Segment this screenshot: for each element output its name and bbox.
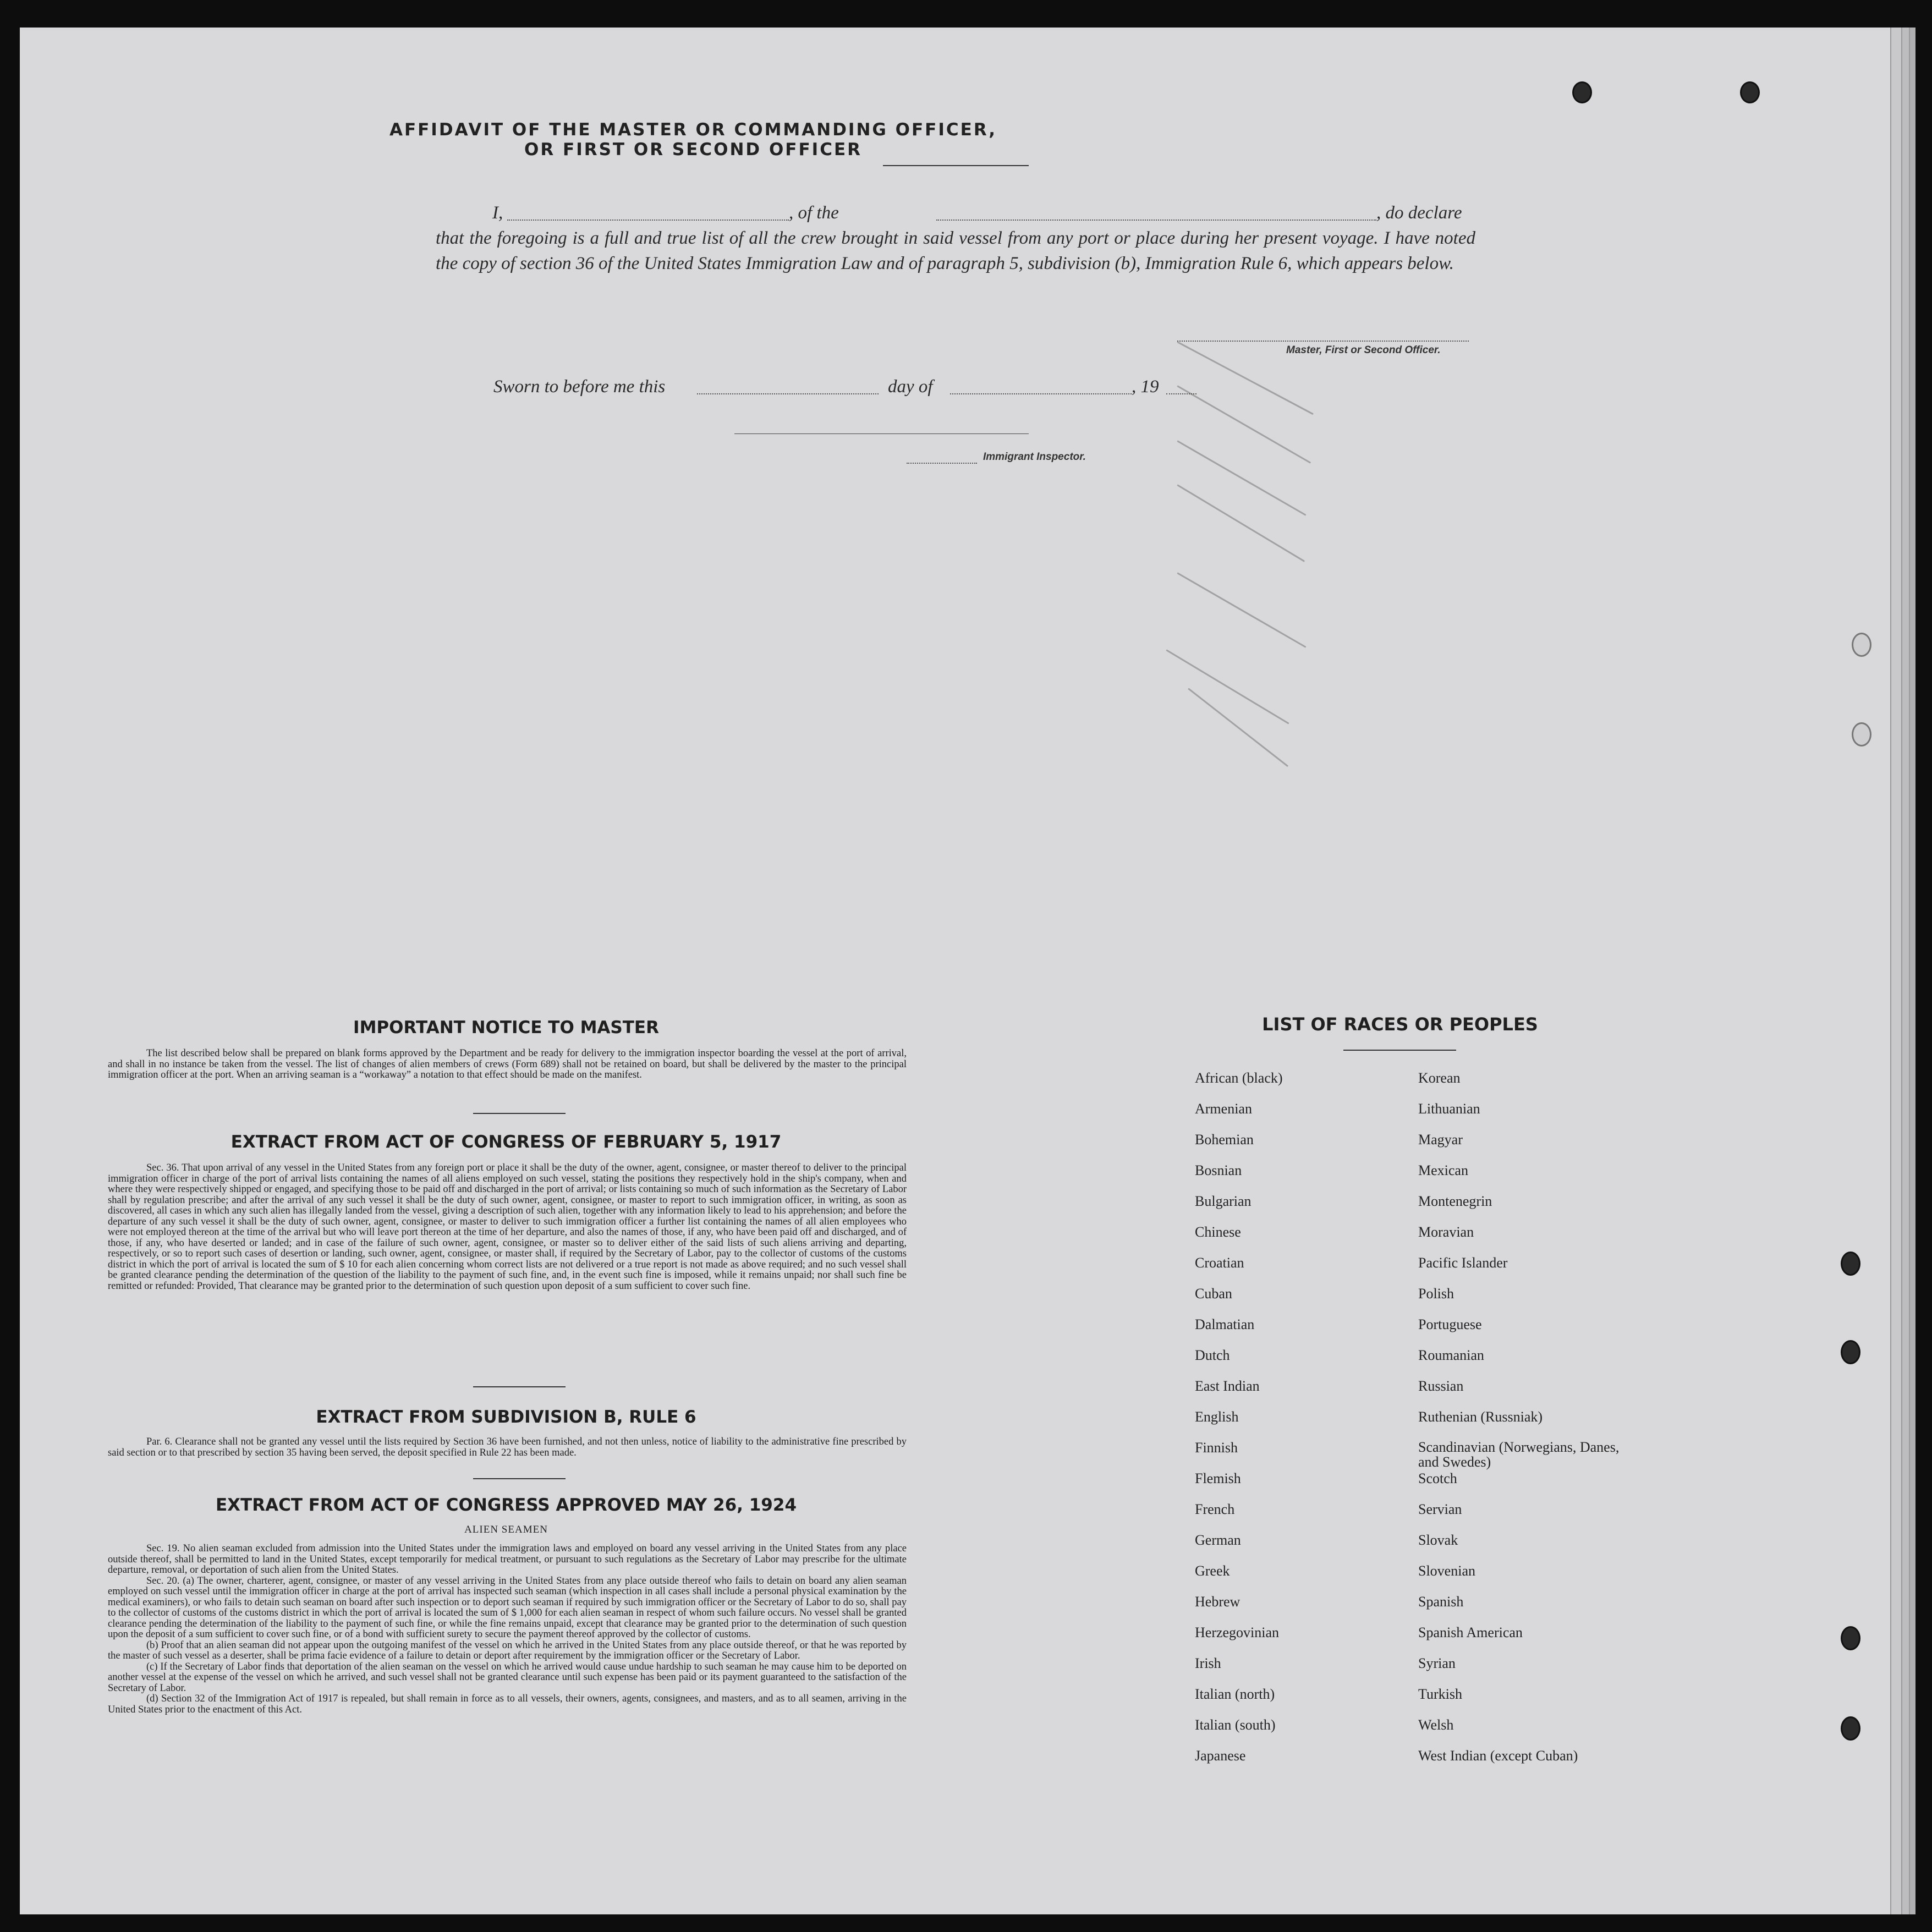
- binder-hole: [1572, 81, 1592, 103]
- race-item: Mexican: [1418, 1162, 1468, 1178]
- sec20d-text: (d) Section 32 of the Immigration Act of 1917 is repealed, but shall remain in force as to all vessels, their owners, agents, consignees, and masters, and as to all seamen, arriving in the United States prior to the enactment of this Act.: [108, 1693, 907, 1715]
- race-item: East Indian: [1195, 1378, 1260, 1394]
- year-prefix: , 19: [1132, 377, 1159, 397]
- race-item: Italian (south): [1195, 1717, 1276, 1733]
- race-item: Croatian: [1195, 1255, 1244, 1271]
- race-item: Bosnian: [1195, 1162, 1242, 1178]
- binder-hole: [1841, 1626, 1860, 1650]
- section-divider: [473, 1113, 566, 1114]
- master-caption: Master, First or Second Officer.: [1286, 344, 1441, 356]
- section-divider: [473, 1478, 566, 1479]
- inspector-signature-line[interactable]: [734, 433, 1029, 434]
- race-item: Magyar: [1418, 1132, 1463, 1148]
- race-item: Servian: [1418, 1501, 1462, 1517]
- extract-1924-body: [0, 1543, 907, 1715]
- race-item: Scotch: [1418, 1470, 1457, 1486]
- race-item: Korean: [1418, 1070, 1461, 1086]
- race-item: Flemish: [1195, 1470, 1241, 1486]
- sworn-text: Sworn to before me this: [493, 377, 666, 397]
- binder-hole: [1740, 81, 1760, 103]
- race-item: Montenegrin: [1418, 1193, 1492, 1209]
- race-item: Finnish: [1195, 1440, 1238, 1456]
- race-item: Ruthenian (Russniak): [1418, 1409, 1543, 1425]
- race-item: Moravian: [1418, 1224, 1474, 1240]
- race-item: Greek: [1195, 1563, 1230, 1579]
- notice-title: IMPORTANT NOTICE TO MASTER: [353, 1018, 659, 1038]
- race-item: Slovak: [1418, 1532, 1458, 1548]
- race-item: Italian (north): [1195, 1686, 1275, 1702]
- inspector-dotted-line: [907, 462, 977, 464]
- binder-hole: [1852, 722, 1871, 747]
- binder-hole: [1841, 1252, 1860, 1276]
- race-item: Dutch: [1195, 1347, 1230, 1363]
- day-of-text: day of: [888, 377, 933, 397]
- race-item: West Indian (except Cuban): [1418, 1748, 1578, 1764]
- race-item: Bulgarian: [1195, 1193, 1252, 1209]
- month-blank[interactable]: [950, 393, 1132, 394]
- race-item: Pacific Islander: [1418, 1255, 1508, 1271]
- race-item: English: [1195, 1409, 1239, 1425]
- race-item: Roumanian: [1418, 1347, 1484, 1363]
- extract-1917-title: EXTRACT FROM ACT OF CONGRESS OF FEBRUARY 5, 1917: [230, 1132, 782, 1152]
- race-item: Chinese: [1195, 1224, 1241, 1240]
- extract-1924-subtitle: ALIEN SEAMEN: [464, 1524, 548, 1535]
- vessel-blank[interactable]: [936, 219, 1376, 221]
- page-edge: [1890, 28, 1902, 1914]
- title-divider: [883, 165, 1029, 166]
- race-item: Herzegovinian: [1195, 1624, 1280, 1640]
- inspector-caption: Immigrant Inspector.: [983, 451, 1086, 463]
- rule6-text: Par. 6. Clearance shall not be granted any vessel until the lists required by Section 36 have been furnished, and not then unless, notice of liability to the administrative fine prescribed by said section or to that prescribed by section 35 having been served, the deposit specified in Rule 22 has been made.: [108, 1436, 907, 1458]
- race-item: Cuban: [1195, 1286, 1232, 1302]
- binder-hole: [1852, 633, 1871, 657]
- race-item: Japanese: [1195, 1748, 1246, 1764]
- affidavit-title: AFFIDAVIT OF THE MASTER OR COMMANDING OFFICER, OR FIRST OR SECOND OFFICER: [389, 120, 997, 160]
- race-item: Hebrew: [1195, 1594, 1241, 1610]
- extract-1917-text: Sec. 36. That upon arrival of any vessel in the United States from any foreign port or place it shall be the duty of the owner, agent, consignee, or master thereof to deliver to the principal immigration officer in charge of the port of arrival lists containing the names of all aliens employed on such vessel, stating the positions they respectively hold in the ship's company, when and where they were respectively shipped or engaged, and specifying those to be paid off and discharged in the port of arrival; or lists containing so much of such information as the Secretary of Labor shall by regulation prescribe; and after the arrival of any such vessel it shall be the duty of such owner, agent, consignee, or master to report to such immigration officer, in writing, as soon as discovered, all cases in which any such alien has illegally landed from the vessel, giving a description of such alien, together with any information likely to lead to his apprehension; and before the departure of any such vessel it shall be the duty of such owner, agent, consignee, or master to deliver to such immigration officer a further list containing the names of all alien employees who were not employed thereon at the time of the arrival but who will leave port thereon at the time of her departure, and also the names of those, if any, who have been paid off and discharged, and of those, if any, who have deserted or landed; and in case of the failure of such owner, agent, consignee, or master so to deliver either of the said lists of such aliens arriving and departing, respectively, or so to report such cases of desertion or landing, such owner, agent, consignee, or master shall, if required by the Secretary of Labor, pay to the collector of customs of the customs district in which the port of arrival is located the sum of $ 10 for each alien concerning whom correct lists are not delivered or a true report is not made as above required; and no such vessel shall be granted clearance pending the determination of the question of the liability to the payment of such fine, and, in the event such fine is imposed, while it remains unpaid; nor shall such fine be remitted or refunded: Provided, That clearance may be granted prior to the determination of such question upon deposit of a sum sufficient to cover such fine.: [108, 1162, 907, 1292]
- declaration-do-declare: , do declare: [1376, 203, 1462, 223]
- race-item: Slovenian: [1418, 1563, 1475, 1579]
- races-column-1: [1195, 1070, 1283, 1779]
- page-edge: [1909, 28, 1915, 1914]
- race-item: Welsh: [1418, 1717, 1454, 1733]
- notice-text: The list described below shall be prepared on blank forms approved by the Department and be ready for delivery to the immigration inspector boarding the vessel at the port of arrival, and shall in no instance be taken from the vessel. The list of changes of alien members of crews (Form 689) shall not be retained on board, but shall be delivered by the master to the principal immigration officer at the port. When an arriving seaman is a “workaway” a notation to that effect should be made on the manifest.: [108, 1048, 907, 1080]
- race-item: Spanish: [1418, 1594, 1464, 1610]
- declaration-body: that the foregoing is a full and true list of all the crew brought in said vessel from any port or place during her present voyage. I have noted the copy of section 36 of the United States Immigration Law and of paragraph 5, subdivision (b), Immigration Rule 6, which appears below.: [436, 228, 1475, 273]
- race-item: Turkish: [1418, 1686, 1462, 1702]
- races-title: LIST OF RACES OR PEOPLES: [1262, 1014, 1538, 1035]
- race-item: Spanish American: [1418, 1624, 1523, 1640]
- master-signature-line[interactable]: [1177, 340, 1469, 342]
- year-blank[interactable]: [1166, 393, 1196, 394]
- sec20b-text: (b) Proof that an alien seaman did not appear upon the outgoing manifest of the vessel on which he arrived in the United States from any place outside thereof, or that he was reported by the master of such vessel as a deserter, shall be prima facie evidence of a failure to detain or deport after requirement by the immigration officer or the Secretary of Labor.: [108, 1639, 907, 1661]
- races-divider: [1343, 1050, 1456, 1051]
- race-item: African (black): [1195, 1070, 1283, 1086]
- rule6-title: EXTRACT FROM SUBDIVISION B, RULE 6: [316, 1407, 696, 1427]
- race-item: Bohemian: [1195, 1132, 1254, 1148]
- declaration-i: I,: [492, 203, 503, 223]
- race-item: Polish: [1418, 1286, 1455, 1302]
- race-item: Portuguese: [1418, 1316, 1482, 1332]
- race-item: Armenian: [1195, 1101, 1252, 1117]
- sec20a-text: Sec. 20. (a) The owner, charterer, agent, consignee, or master of any vessel arriving in the United States from any place outside thereof who fails to detain on board any alien seaman employed on such vessel until the immigration officer in charge at the port of arrival has inspected such seaman (which inspection in all cases shall include a personal physical examination by the medical examiners), or who fails to detain such seaman on board after such inspection or to deport such seaman if required by such immigration officer or the Secretary of Labor to do so, shall pay to the collector of customs of the customs district in which the port of arrival is located the sum of $ 1,000 for each alien seaman in respect of whom such failure occurs. No vessel shall be granted clearance pending the determination of the liability to the payment of such fine, or while the fine remains unpaid, except that clearance may be granted prior to the determination of such question upon the deposit of a sum sufficient to cover such fine, or of a bond with sufficient surety to secure the payment thereof approved by the collector of customs.: [108, 1575, 907, 1640]
- sec19-text: Sec. 19. No alien seaman excluded from admission into the United States under the immigration laws and employed on board any vessel arriving in the United States from any place outside thereof, shall be permitted to land in the United States, except temporarily for medical treatment, or pursuant to such regulations as the Secretary of Labor may prescribe for the ultimate departure, removal, or deportation of such alien from the United States.: [108, 1543, 907, 1576]
- race-item: Irish: [1195, 1655, 1221, 1671]
- race-item: German: [1195, 1532, 1241, 1548]
- declaration-of-the: , of the: [789, 203, 839, 223]
- race-item: French: [1195, 1501, 1235, 1517]
- race-item: Syrian: [1418, 1655, 1456, 1671]
- extract-1924-title: EXTRACT FROM ACT OF CONGRESS APPROVED MAY 26, 1924: [215, 1495, 797, 1515]
- day-blank[interactable]: [697, 393, 879, 394]
- binder-hole: [1841, 1716, 1860, 1741]
- race-item: Dalmatian: [1195, 1316, 1255, 1332]
- sec20c-text: (c) If the Secretary of Labor finds that deportation of the alien seaman on the vessel on which he arrived would cause undue hardship to such seaman he may cause him to be deported on another vessel at the expense of the vessel on which he arrived, and such vessel shall not be granted clearance until such expense has been paid or its payment guaranteed to the satisfaction of the Secretary of Labor.: [108, 1661, 907, 1694]
- race-item: Russian: [1418, 1378, 1464, 1394]
- races-column-2: [1418, 1070, 1627, 1779]
- binder-hole: [1841, 1340, 1860, 1364]
- section-divider: [473, 1386, 566, 1387]
- race-item: Lithuanian: [1418, 1101, 1480, 1117]
- race-item: Scandinavian (Norwegians, Danes, and Swedes): [1418, 1439, 1620, 1470]
- name-blank[interactable]: [507, 219, 789, 221]
